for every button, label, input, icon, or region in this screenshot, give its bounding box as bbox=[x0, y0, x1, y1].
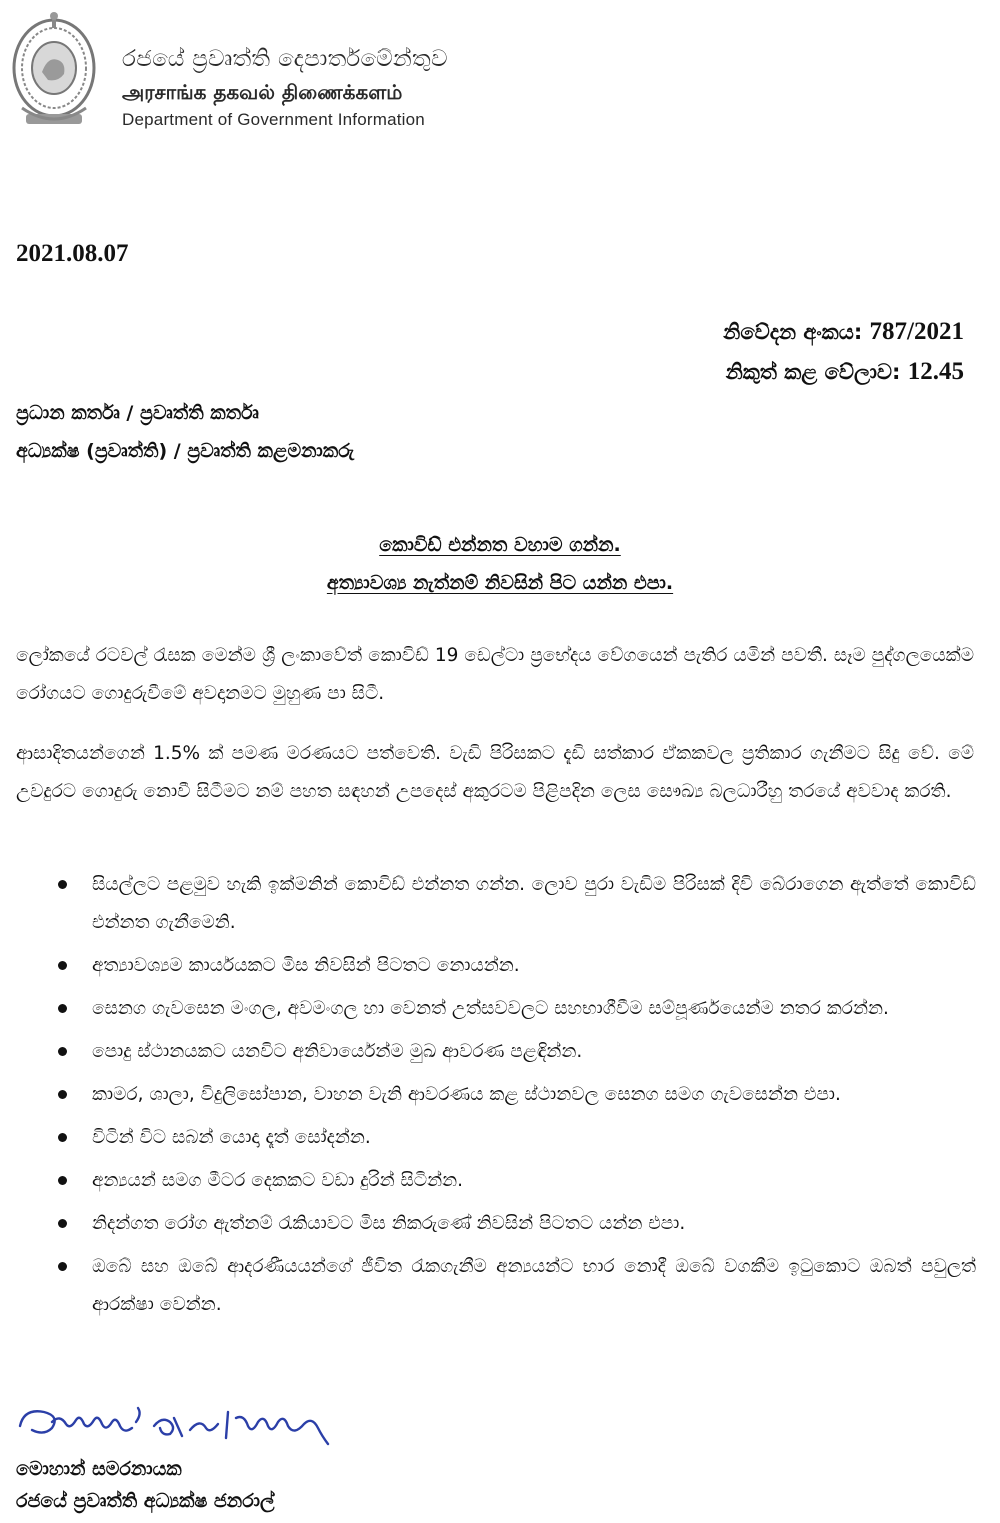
release-date: 2021.08.07 bbox=[16, 240, 129, 267]
release-time-label: නිකුත් කළ වේලාව: bbox=[725, 360, 901, 384]
bullet-icon bbox=[58, 1219, 67, 1228]
headline-line: අත්‍යාවශ්‍ය නැත්නම් නිවසින් පිට යන්න එපා. bbox=[326, 572, 674, 594]
list-item bbox=[50, 1205, 976, 1243]
bullet-icon bbox=[58, 1262, 67, 1271]
release-number-label: නිවේදන අංකය: bbox=[723, 320, 863, 344]
bullet-icon bbox=[58, 1090, 67, 1099]
release-time bbox=[726, 358, 964, 386]
list-item bbox=[50, 1248, 976, 1324]
release-number bbox=[723, 318, 964, 346]
list-item-text: විටින් විට සබන් යොදා දෑත් සෝදන්න. bbox=[92, 1127, 371, 1148]
bullet-icon bbox=[58, 1133, 67, 1142]
list-item bbox=[50, 947, 976, 985]
bullet-icon bbox=[58, 961, 67, 970]
body-paragraph: ආසාදිතයන්ගෙන් 1.5% ක් පමණ මරණයට පත්වෙති. වැඩි පිරිසකට දැඩි සත්කාර ඒකකවල ප්‍රතිකාර ගැනීමට සිදු වේ. මේ උවදුරට ගොදුරු නොවී සිටීමට නම් පහත සඳහන් උපදෙස් අකුරටම පිළිපදින ලෙස සෞඛ්‍ය බලධාරීහු තරයේ අවවාද කරති. bbox=[16, 743, 974, 802]
letterhead-english: Department of Government Information bbox=[122, 110, 425, 129]
list-item bbox=[50, 1162, 976, 1200]
signatory-title: රජයේ ප්‍රවෘත්ති අධ්‍යක්ෂ ජනරාල් bbox=[16, 1490, 275, 1512]
list-item-text: පොදු ස්ථානයකට යනවිට අනිවාර්යෙන්ම මුඛ ආවරණ පළඳින්න. bbox=[92, 1041, 583, 1062]
recipient-line: ප්‍රධාන කර්තෘ / ප්‍රවෘත්ති කර්තෘ bbox=[16, 402, 259, 424]
bullet-icon bbox=[58, 1176, 67, 1185]
list-item bbox=[50, 1033, 976, 1071]
recipient-line: අධ්‍යක්ෂ (ප්‍රවෘත්ති) / ප්‍රවෘත්ති කළමනාකරු bbox=[16, 440, 355, 462]
list-item bbox=[50, 990, 976, 1028]
list-item bbox=[50, 1119, 976, 1157]
list-item-text: කාමර, ශාලා, විදුලිසෝපාන, වාහන වැනි ආවරණය කළ ස්ථානවල සෙනග සමග ගැවසෙන්න එපා. bbox=[92, 1084, 841, 1105]
list-item-text: අත්‍යාවශ්‍යම කාර්යයකට මිස නිවසින් පිටතට නොයන්න. bbox=[92, 955, 520, 976]
release-number-value: 787/2021 bbox=[869, 318, 964, 345]
bullet-icon bbox=[58, 1004, 67, 1013]
signatory-name: මොහාන් සමරනායක bbox=[16, 1458, 182, 1480]
handwritten-signature bbox=[14, 1400, 334, 1460]
advice-list bbox=[50, 866, 976, 1329]
list-item-text: ඔබේ සහ ඔබේ ආදරණීයයන්ගේ ජීවිත රැකගැනීම අන්‍යයන්ට භාර නොදී ඔබේ වගකීම ඉටුකොට ඔබත් පවුලත් ආරක්ෂා වෙන්න. bbox=[92, 1256, 976, 1315]
list-item-text: අන්‍යයන් සමග මීටර දෙකකට වඩා දුරින් සිටින්න. bbox=[92, 1170, 464, 1191]
bullet-icon bbox=[58, 1047, 67, 1056]
list-item-text: නිදන්ගත රෝග ඇත්නම් රැකියාවට මිස නිකරුණේ නිවසින් පිටතට යන්න එපා. bbox=[92, 1213, 686, 1234]
list-item bbox=[50, 1076, 976, 1114]
headline-line: කොවිඩ් එන්නත වහාම ගන්න. bbox=[379, 534, 621, 556]
body-paragraph: ලෝකයේ රටවල් රැසක මෙන්ම ශ්‍රී ලංකාවේත් කොවිඩ් 19 ඩෙල්ටා ප්‍රභේදය වේගයෙන් පැතිර යමින් පවතී. සෑම පුද්ගලයෙක්ම රෝගයට ගොදුරුවීමේ අවදානමට මුහුණ පා සිටී. bbox=[16, 645, 974, 704]
bullet-icon bbox=[58, 880, 67, 889]
list-item-text: සියල්ලට පළමුව හැකි ඉක්මනින් කොවිඩ් එන්නත ගන්න. ලොව පුරා වැඩිම පිරිසක් දිවි බේරාගෙන ඇත්තේ කොවිඩ් එන්නත ගැනීමෙනි. bbox=[92, 874, 976, 933]
list-item bbox=[50, 866, 976, 942]
letterhead-tamil: அரசாங்க தகவல் திணைக்களம் bbox=[122, 80, 403, 104]
letterhead-sinhala: රජයේ ප්‍රවෘත්ති දෙපාර්තමේන්තුව bbox=[122, 46, 448, 72]
sri-lanka-emblem-icon bbox=[8, 10, 100, 134]
list-item-text: සෙනග ගැවසෙන මංගල, අවමංගල හා වෙනත් උත්සවවලට සහභාගීවීම සම්පූර්ණයෙන්ම නතර කරන්න. bbox=[92, 998, 889, 1019]
release-time-value: 12.45 bbox=[907, 358, 964, 385]
